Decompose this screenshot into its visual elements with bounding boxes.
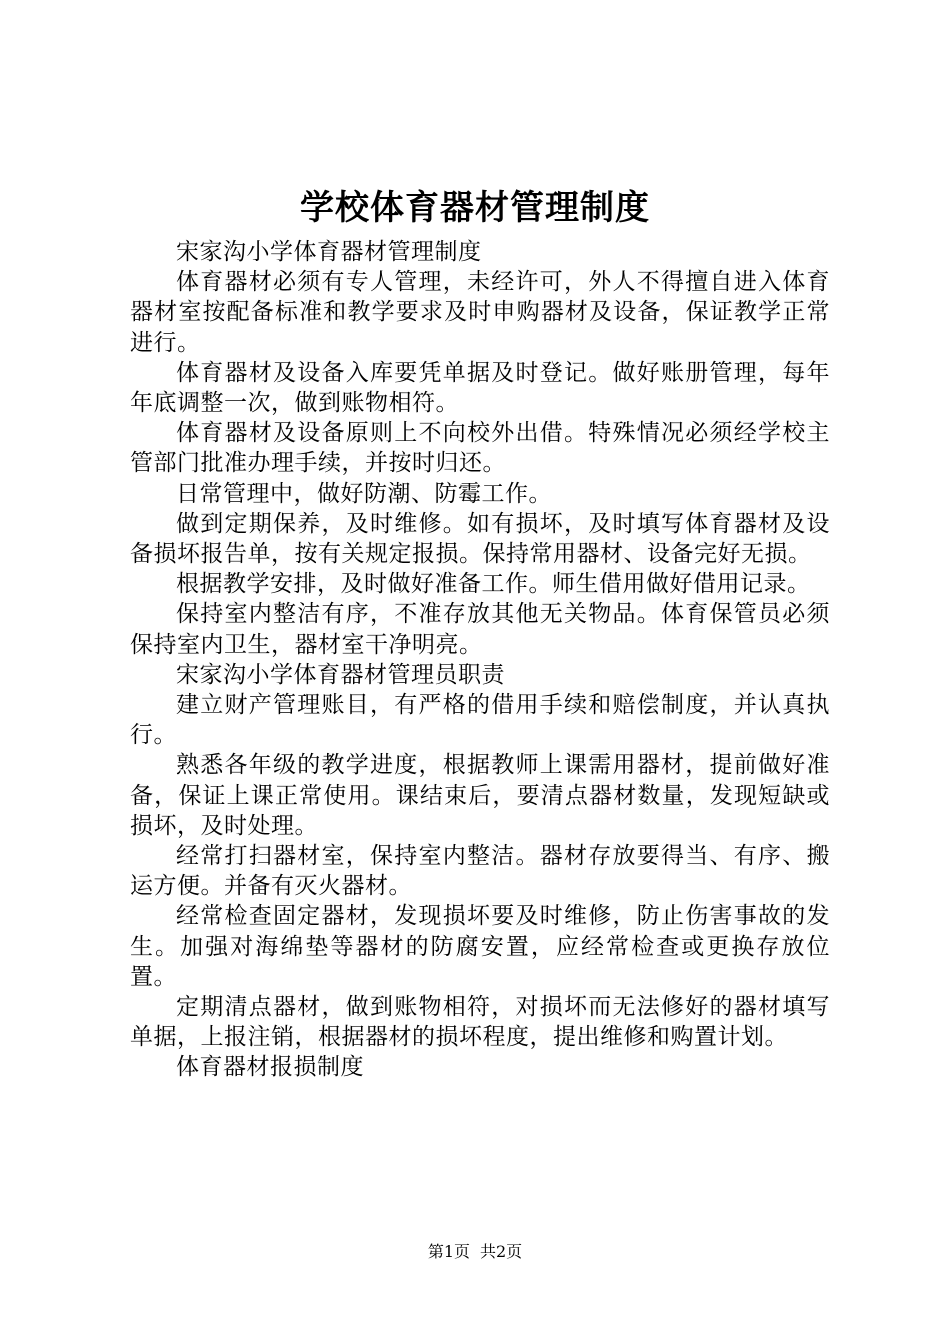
page-footer (0, 1242, 950, 1262)
paragraph: 体育器材及设备原则上不向校外出借。特殊情况必须经学校主管部门批准办理手续，并按时归还。 (130, 420, 830, 477)
document-body (130, 237, 830, 1083)
paragraph: 保持室内整洁有序，不准存放其他无关物品。体育保管员必须保持室内卫生，器材室干净明亮。 (130, 601, 830, 658)
paragraph: 定期清点器材，做到账物相符，对损坏而无法修好的器材填写单据，上报注销，根据器材的损坏程度，提出维修和购置计划。 (130, 994, 830, 1051)
paragraph: 日常管理中，做好防潮、防霉工作。 (176, 480, 552, 507)
paragraph: 做到定期保养，及时维修。如有损坏，及时填写体育器材及设备损坏报告单，按有关规定报损。保持常用器材、设备完好无损。 (130, 510, 830, 568)
paragraph: 宋家沟小学体育器材管理员职责 (176, 661, 505, 688)
paragraph: 经常检查固定器材，发现损坏要及时维修，防止伤害事故的发生。加强对海绵垫等器材的防腐安置，应经常检查或更换存放位置。 (130, 903, 830, 990)
document-title: 学校体育器材管理制度 (300, 188, 650, 228)
paragraph: 体育器材必须有专人管理，未经许可，外人不得擅自进入体育器材室按配备标准和教学要求及时申购器材及设备，保证教学正常进行。 (130, 269, 830, 356)
paragraph: 经常打扫器材室，保持室内整洁。器材存放要得当、有序、搬运方便。并备有灭火器材。 (130, 843, 830, 900)
paragraph: 体育器材报损制度 (176, 1054, 364, 1081)
paragraph: 建立财产管理账目，有严格的借用手续和赔偿制度，并认真执行。 (130, 692, 830, 749)
paragraph: 宋家沟小学体育器材管理制度 (176, 239, 482, 265)
paragraph: 熟悉各年级的教学进度，根据教师上课需用器材，提前做好准备，保证上课正常使用。课结束后，要清点器材数量，发现短缺或损坏，及时处理。 (130, 752, 830, 839)
page-total: 共2页 (480, 1242, 523, 1261)
page-number: 第1页 (427, 1242, 470, 1261)
paragraph: 体育器材及设备入库要凭单据及时登记。做好账册管理，每年年底调整一次，做到账物相符。 (130, 359, 830, 417)
paragraph: 根据教学安排，及时做好准备工作。师生借用做好借用记录。 (176, 571, 811, 598)
